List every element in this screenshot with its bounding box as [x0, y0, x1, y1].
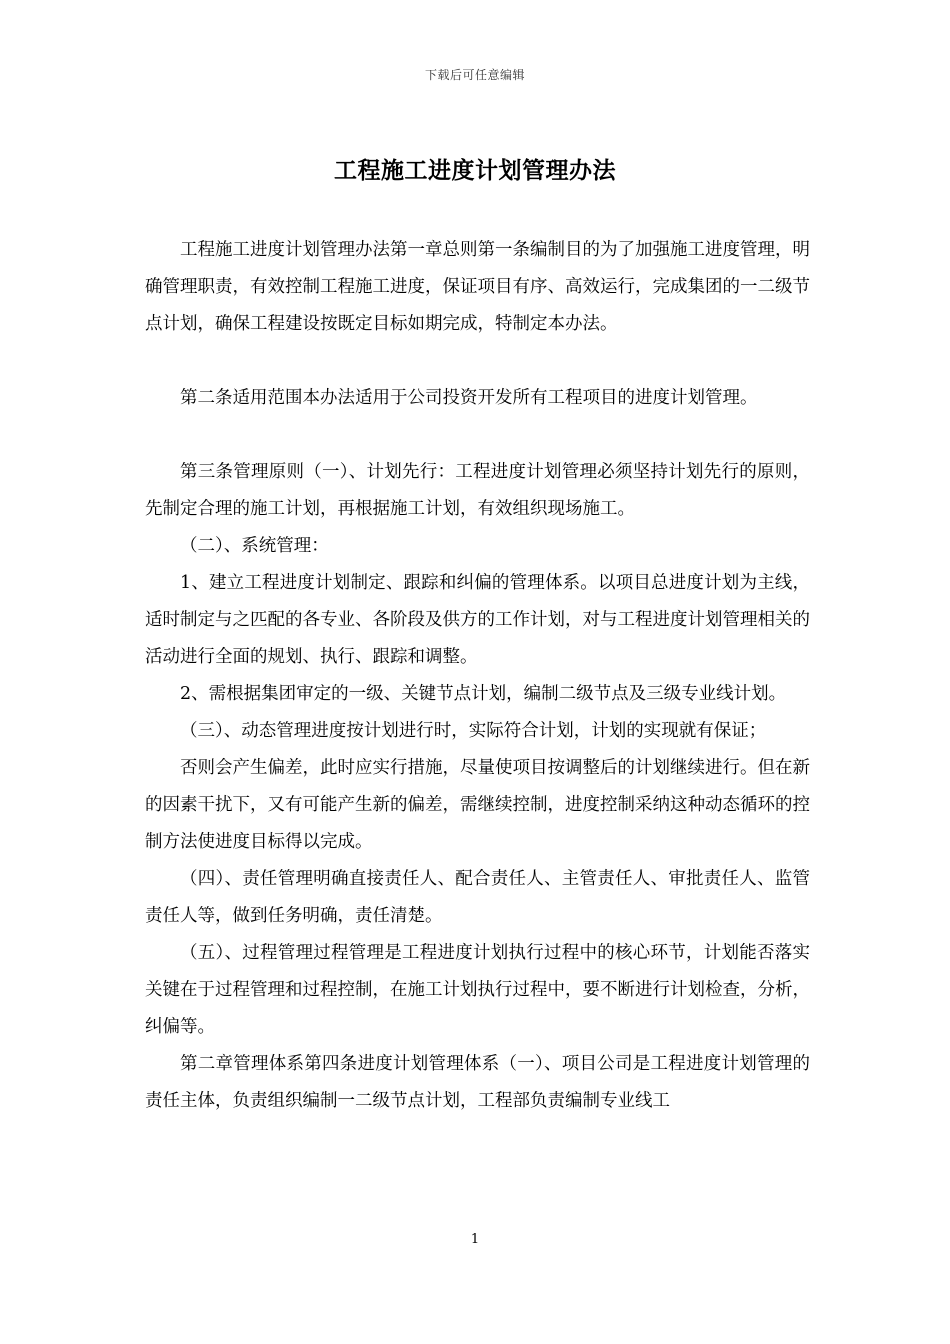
- paragraph-scope: 第二条适用范围本办法适用于公司投资开发所有工程项目的进度计划管理。: [180, 388, 758, 408]
- paragraph-system-item-2: 2、需根据集团审定的一级、关键节点计划，编制二级节点及三级专业线计划。: [180, 684, 787, 704]
- paragraph-system-item-1: 1、建立工程进度计划制定、跟踪和纠偏的管理体系。以项目总进度计划为主线，适时制定与之匹配的各专业、各阶段及供方的工作计划，对与工程进度计划管理相关的活动进行全面的规划、执行、跟踪和调整。: [145, 573, 810, 667]
- paragraph-principles: 第三条管理原则（一）、计划先行：工程进度计划管理必须坚持计划先行的原则，先制定合理的施工计划，再根据施工计划，有效组织现场施工。: [145, 462, 810, 519]
- document-body: [145, 232, 810, 1120]
- header-note: 下载后可任意编辑: [424, 68, 525, 82]
- paragraph-chapter-two: 第二章管理体系第四条进度计划管理体系（一）、项目公司是工程进度计划管理的责任主体，负责组织编制一二级节点计划，工程部负责编制专业线工: [145, 1054, 810, 1111]
- page-number: 1: [470, 1232, 480, 1247]
- paragraph-dynamic-management: （三）、动态管理进度按计划进行时，实际符合计划，计划的实现就有保证；: [180, 721, 767, 741]
- paragraph-purpose: 工程施工进度计划管理办法第一章总则第一条编制目的为了加强施工进度管理，明确管理职责，有效控制工程施工进度，保证项目有序、高效运行，完成集团的一二级节点计划，确保工程建设按既定目标如期完成，特制定本办法。: [145, 240, 810, 334]
- paragraph-system-management: （二）、系统管理：: [180, 536, 329, 556]
- paragraph-process-management: （五）、过程管理过程管理是工程进度计划执行过程中的核心环节，计划能否落实关键在于过程管理和过程控制，在施工计划执行过程中，要不断进行计划检查，分析，纠偏等。: [145, 943, 810, 1037]
- document-title: 工程施工进度计划管理办法: [334, 157, 616, 184]
- paragraph-deviation: 否则会产生偏差，此时应实行措施，尽量使项目按调整后的计划继续进行。但在新的因素干扰下，又有可能产生新的偏差，需继续控制，进度控制采纳这种动态循环的控制方法使进度目标得以完成。: [145, 758, 810, 852]
- paragraph-responsibility: （四）、责任管理明确直接责任人、配合责任人、主管责任人、审批责任人、监管责任人等，做到任务明确，责任清楚。: [145, 869, 810, 926]
